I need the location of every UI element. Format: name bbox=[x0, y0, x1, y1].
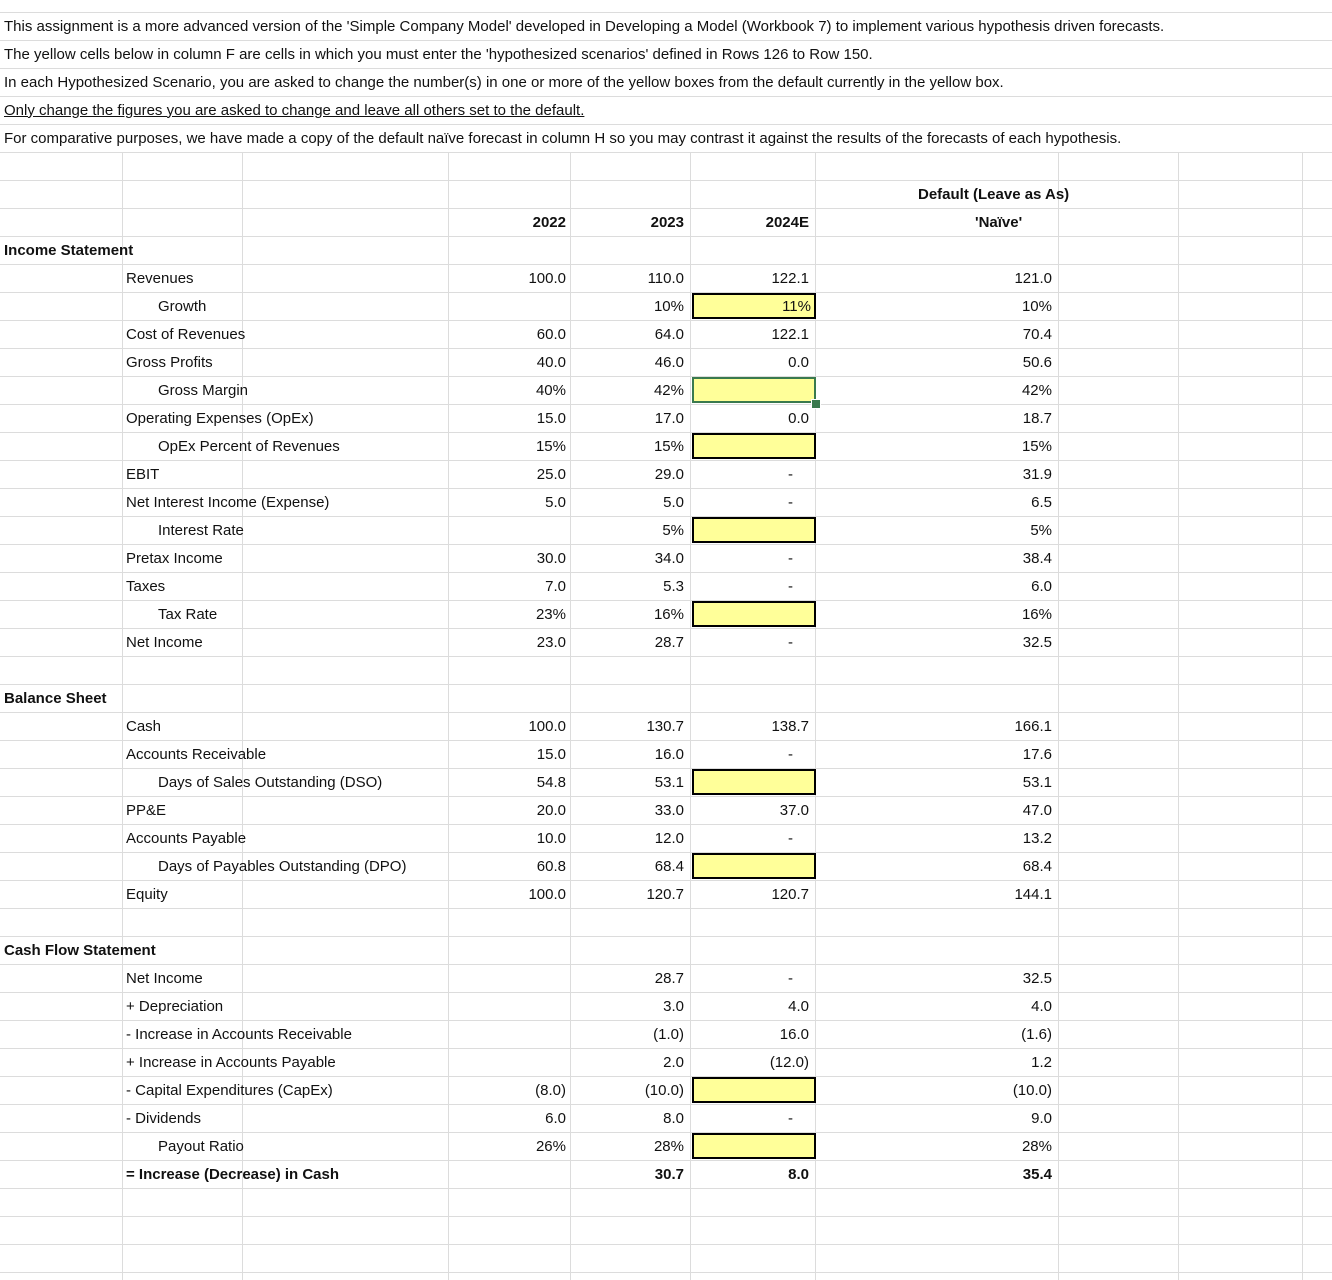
note-row bbox=[0, 96, 1332, 124]
cell-2023[interactable]: 28.7 bbox=[654, 969, 684, 987]
table-row bbox=[0, 880, 1332, 908]
cell-2022[interactable] bbox=[458, 992, 568, 1020]
cell-2022[interactable]: 15% bbox=[535, 437, 566, 455]
cell-2022[interactable]: 54.8 bbox=[536, 773, 566, 791]
cell-2022[interactable]: (8.0) bbox=[535, 1081, 566, 1099]
cell-2024e[interactable]: 122.1 bbox=[771, 269, 809, 287]
cell-2024e[interactable]: - bbox=[788, 745, 793, 763]
table-row bbox=[0, 740, 1332, 768]
cell-2023[interactable]: 17.0 bbox=[654, 409, 684, 427]
cell-2023[interactable]: 34.0 bbox=[654, 549, 684, 567]
row-label: Payout Ratio bbox=[158, 1137, 244, 1155]
row-label: - Increase in Accounts Receivable bbox=[126, 1025, 352, 1043]
cell-2023[interactable]: 3.0 bbox=[663, 997, 684, 1015]
note-row bbox=[0, 12, 1332, 40]
gridline-horizontal bbox=[0, 1272, 1332, 1273]
table-row bbox=[0, 1048, 1332, 1076]
row-label: Accounts Receivable bbox=[126, 745, 267, 763]
cell-2022[interactable]: 40.0 bbox=[536, 353, 566, 371]
input-cell-2024e[interactable] bbox=[692, 853, 816, 879]
gridline-horizontal bbox=[0, 152, 1332, 153]
cell-2023[interactable]: 120.7 bbox=[646, 885, 684, 903]
row-label: Cash bbox=[126, 717, 162, 735]
table-row bbox=[0, 824, 1332, 852]
row-label: PP&E bbox=[126, 801, 167, 819]
section-title: Balance Sheet bbox=[4, 689, 107, 707]
cell-2024e[interactable]: 8.0 bbox=[788, 1165, 809, 1183]
cell-2023[interactable]: 30.7 bbox=[654, 1165, 684, 1183]
cell-2024e[interactable]: 138.7 bbox=[771, 717, 809, 735]
cell-2023[interactable]: 64.0 bbox=[654, 325, 684, 343]
row-label: Tax Rate bbox=[158, 605, 218, 623]
input-cell-2024e[interactable] bbox=[692, 377, 816, 403]
cell-2023[interactable]: 15% bbox=[653, 437, 684, 455]
cell-2023[interactable]: 110.0 bbox=[647, 269, 684, 287]
cell-2022[interactable]: 100.0 bbox=[528, 717, 566, 735]
cell-naive[interactable]: 6.0 bbox=[1031, 577, 1052, 595]
input-cell-2024e[interactable] bbox=[692, 433, 816, 459]
cell-2022[interactable]: 6.0 bbox=[545, 1109, 566, 1127]
table-row bbox=[0, 572, 1332, 600]
cell-2024e[interactable]: - bbox=[788, 969, 793, 987]
gridline-horizontal bbox=[0, 1216, 1332, 1217]
cell-2023[interactable]: 5.0 bbox=[663, 493, 684, 511]
cell-2024e[interactable]: 0.0 bbox=[788, 409, 809, 427]
cell-2022[interactable]: 23% bbox=[535, 605, 566, 623]
table-row bbox=[0, 264, 1332, 292]
cell-naive[interactable]: 31.9 bbox=[1022, 465, 1052, 483]
table-row bbox=[0, 516, 1332, 544]
row-label: Gross Margin bbox=[158, 381, 249, 399]
table-row bbox=[0, 348, 1332, 376]
cell-2023[interactable]: 29.0 bbox=[654, 465, 684, 483]
cell-naive[interactable]: 144.1 bbox=[1014, 885, 1052, 903]
cell-2023[interactable]: 28.7 bbox=[654, 633, 684, 651]
cell-2024e[interactable]: - bbox=[788, 493, 793, 511]
cell-2023[interactable]: 68.4 bbox=[654, 857, 684, 875]
cell-2023[interactable]: (1.0) bbox=[653, 1025, 684, 1043]
table-row bbox=[0, 600, 1332, 628]
input-cell-2024e[interactable] bbox=[692, 769, 816, 795]
cell-naive[interactable]: 70.4 bbox=[1022, 325, 1052, 343]
cell-naive[interactable]: 6.5 bbox=[1031, 493, 1052, 511]
gridline-horizontal bbox=[0, 1244, 1332, 1245]
note-row bbox=[0, 68, 1332, 96]
row-label: Pretax Income bbox=[126, 549, 223, 567]
gridline-horizontal bbox=[0, 908, 1332, 909]
cell-2024e[interactable]: 16.0 bbox=[779, 1025, 809, 1043]
cell-2022[interactable]: 15.0 bbox=[536, 745, 566, 763]
row-label: Growth bbox=[158, 297, 207, 315]
cell-2023[interactable]: 42% bbox=[653, 381, 684, 399]
row-label: + Depreciation bbox=[126, 997, 224, 1015]
cell-2022[interactable]: 25.0 bbox=[536, 465, 566, 483]
year-header-2023: 2023 bbox=[650, 213, 684, 231]
row-label: Revenues bbox=[126, 269, 194, 287]
gridline-horizontal bbox=[0, 1188, 1332, 1189]
cell-2022[interactable] bbox=[458, 1048, 568, 1076]
cell-2023[interactable]: 5% bbox=[662, 521, 684, 539]
row-label: EBIT bbox=[126, 465, 160, 483]
cell-naive[interactable]: 166.1 bbox=[1014, 717, 1052, 735]
cell-naive[interactable]: 121.0 bbox=[1014, 269, 1052, 287]
cell-naive[interactable]: 47.0 bbox=[1022, 801, 1052, 819]
gridline-horizontal bbox=[0, 656, 1332, 657]
cell-2023[interactable]: 2.0 bbox=[663, 1053, 684, 1071]
cell-naive[interactable]: 53.1 bbox=[1022, 773, 1052, 791]
table-row bbox=[0, 1104, 1332, 1132]
row-label: Cost of Revenues bbox=[126, 325, 246, 343]
header-row-years bbox=[0, 208, 1332, 236]
section-title: Income Statement bbox=[4, 241, 134, 259]
row-label: = Increase (Decrease) in Cash bbox=[126, 1165, 340, 1183]
table-row bbox=[0, 460, 1332, 488]
cell-2023[interactable]: 16.0 bbox=[654, 745, 684, 763]
row-label: Days of Sales Outstanding (DSO) bbox=[158, 773, 383, 791]
cell-2022[interactable]: 60.0 bbox=[536, 325, 566, 343]
cell-2024e[interactable]: 120.7 bbox=[771, 885, 809, 903]
cell-2022[interactable]: 15.0 bbox=[536, 409, 566, 427]
cell-2024e[interactable]: 0.0 bbox=[788, 353, 809, 371]
cell-2022[interactable]: 10.0 bbox=[536, 829, 566, 847]
table-row bbox=[0, 1132, 1332, 1160]
note-text: In each Hypothesized Scenario, you are asked to change the number(s) in one or more of the yellow boxes from the default currently in the yellow box. bbox=[4, 73, 1004, 91]
cell-naive[interactable]: 4.0 bbox=[1031, 997, 1052, 1015]
cell-2022[interactable] bbox=[458, 1160, 568, 1188]
row-label: - Dividends bbox=[126, 1109, 202, 1127]
cell-2022[interactable] bbox=[458, 964, 568, 992]
section-header-row bbox=[0, 936, 1332, 964]
table-row bbox=[0, 376, 1332, 404]
naive-column-header: 'Naïve' bbox=[975, 213, 1023, 231]
input-cell-2024e[interactable] bbox=[692, 1133, 816, 1159]
cell-2023[interactable]: 8.0 bbox=[663, 1109, 684, 1127]
cell-naive[interactable]: 18.7 bbox=[1022, 409, 1052, 427]
table-row bbox=[0, 404, 1332, 432]
default-column-header: Default (Leave as As) bbox=[918, 185, 1070, 203]
note-row bbox=[0, 40, 1332, 68]
table-row bbox=[0, 712, 1332, 740]
cell-2024e[interactable]: - bbox=[788, 577, 793, 595]
cell-naive[interactable]: 10% bbox=[1021, 297, 1052, 315]
cell-2022[interactable]: 100.0 bbox=[528, 269, 566, 287]
input-cell-2024e[interactable]: 11% bbox=[692, 293, 816, 319]
cell-2024e[interactable]: 4.0 bbox=[788, 997, 809, 1015]
cell-2022[interactable] bbox=[458, 292, 568, 320]
cell-2022[interactable]: 23.0 bbox=[536, 633, 566, 651]
cell-naive[interactable]: 38.4 bbox=[1022, 549, 1052, 567]
row-label: Operating Expenses (OpEx) bbox=[126, 409, 314, 427]
cell-naive[interactable]: 17.6 bbox=[1022, 745, 1052, 763]
table-row bbox=[0, 768, 1332, 796]
year-header-2022: 2022 bbox=[532, 213, 566, 231]
cell-2024e[interactable]: - bbox=[788, 829, 793, 847]
cell-naive[interactable]: 16% bbox=[1021, 605, 1052, 623]
cell-2022[interactable] bbox=[458, 516, 568, 544]
note-text: This assignment is a more advanced version of the 'Simple Company Model' developed in Developing a Model (Workbook 7) to implement various hypothesis driven forecasts. bbox=[4, 17, 1165, 35]
table-row bbox=[0, 964, 1332, 992]
cell-2022[interactable]: 7.0 bbox=[545, 577, 566, 595]
cell-2023[interactable]: 12.0 bbox=[654, 829, 684, 847]
cell-2024e[interactable]: - bbox=[788, 465, 793, 483]
note-text: The yellow cells below in column F are cells in which you must enter the 'hypothesized scenarios' defined in Rows 126 to Row 150. bbox=[4, 45, 873, 63]
cell-naive[interactable]: 15% bbox=[1021, 437, 1052, 455]
row-label: Net Income bbox=[126, 969, 203, 987]
table-row bbox=[0, 1160, 1332, 1188]
cell-naive[interactable]: 5% bbox=[1030, 521, 1052, 539]
note-row bbox=[0, 124, 1332, 152]
row-label: Net Interest Income (Expense) bbox=[126, 493, 330, 511]
row-label: Taxes bbox=[126, 577, 166, 595]
table-row bbox=[0, 1020, 1332, 1048]
table-row bbox=[0, 796, 1332, 824]
row-label: Days of Payables Outstanding (DPO) bbox=[158, 857, 407, 875]
cell-naive[interactable]: 32.5 bbox=[1022, 969, 1052, 987]
table-row bbox=[0, 320, 1332, 348]
cell-naive[interactable]: 28% bbox=[1021, 1137, 1052, 1155]
section-header-row bbox=[0, 236, 1332, 264]
table-row bbox=[0, 852, 1332, 880]
cell-naive[interactable]: 50.6 bbox=[1022, 353, 1052, 371]
year-header-2024E: 2024E bbox=[765, 213, 809, 231]
row-label: OpEx Percent of Revenues bbox=[158, 437, 340, 455]
row-label: Equity bbox=[126, 885, 168, 903]
note-text: For comparative purposes, we have made a copy of the default naïve forecast in column H so you may contrast it against the results of the forecasts of each hypothesis. bbox=[4, 129, 1122, 147]
cell-2023[interactable]: 46.0 bbox=[654, 353, 684, 371]
cell-naive[interactable]: 9.0 bbox=[1031, 1109, 1052, 1127]
cell-2023[interactable]: 130.7 bbox=[646, 717, 684, 735]
cell-naive[interactable]: 68.4 bbox=[1022, 857, 1052, 875]
cell-2022[interactable] bbox=[458, 1020, 568, 1048]
cell-2023[interactable]: 10% bbox=[653, 297, 684, 315]
section-header-row bbox=[0, 684, 1332, 712]
cell-2024e[interactable]: 37.0 bbox=[779, 801, 809, 819]
input-cell-2024e[interactable] bbox=[692, 1077, 816, 1103]
cell-naive[interactable]: 35.4 bbox=[1022, 1165, 1052, 1183]
cell-naive[interactable]: 42% bbox=[1021, 381, 1052, 399]
cell-naive[interactable]: (10.0) bbox=[1012, 1081, 1052, 1099]
row-label: Interest Rate bbox=[158, 521, 244, 539]
cell-naive[interactable]: 13.2 bbox=[1022, 829, 1052, 847]
cell-naive[interactable]: 32.5 bbox=[1022, 633, 1052, 651]
cell-2023[interactable]: 5.3 bbox=[663, 577, 684, 595]
cell-2022[interactable]: 100.0 bbox=[528, 885, 566, 903]
note-text: Only change the figures you are asked to change and leave all others set to the default. bbox=[4, 101, 585, 119]
table-row bbox=[0, 544, 1332, 572]
cell-2022[interactable]: 5.0 bbox=[545, 493, 566, 511]
cell-2022[interactable]: 26% bbox=[535, 1137, 566, 1155]
table-row bbox=[0, 1076, 1332, 1104]
cell-2024e[interactable]: - bbox=[788, 549, 793, 567]
cell-2023[interactable]: 33.0 bbox=[654, 801, 684, 819]
cell-2023[interactable]: 28% bbox=[653, 1137, 684, 1155]
table-row bbox=[0, 992, 1332, 1020]
cell-2024e[interactable]: 122.1 bbox=[771, 325, 809, 343]
table-row bbox=[0, 628, 1332, 656]
cell-2023[interactable]: 53.1 bbox=[654, 773, 684, 791]
table-row bbox=[0, 292, 1332, 320]
section-title: Cash Flow Statement bbox=[4, 941, 156, 959]
row-label: + Increase in Accounts Payable bbox=[126, 1053, 336, 1071]
cell-2022[interactable]: 30.0 bbox=[536, 549, 566, 567]
cell-2023[interactable]: 16% bbox=[653, 605, 684, 623]
table-row bbox=[0, 432, 1332, 460]
cell-naive[interactable]: (1.6) bbox=[1021, 1025, 1052, 1043]
row-label: Gross Profits bbox=[126, 353, 213, 371]
cell-2024e[interactable]: - bbox=[788, 633, 793, 651]
cell-2024e[interactable]: (12.0) bbox=[769, 1053, 809, 1071]
cell-2023[interactable]: (10.0) bbox=[644, 1081, 684, 1099]
row-label: Net Income bbox=[126, 633, 203, 651]
cell-2022[interactable]: 20.0 bbox=[536, 801, 566, 819]
input-cell-2024e[interactable] bbox=[692, 601, 816, 627]
input-cell-2024e[interactable] bbox=[692, 517, 816, 543]
cell-naive[interactable]: 1.2 bbox=[1031, 1053, 1052, 1071]
cell-2022[interactable]: 40% bbox=[535, 381, 566, 399]
row-label: Accounts Payable bbox=[126, 829, 247, 847]
row-label: - Capital Expenditures (CapEx) bbox=[126, 1081, 333, 1099]
cell-2024e[interactable]: - bbox=[788, 1109, 793, 1127]
table-row bbox=[0, 488, 1332, 516]
header-row-default bbox=[0, 180, 1332, 208]
cell-2022[interactable]: 60.8 bbox=[536, 857, 566, 875]
